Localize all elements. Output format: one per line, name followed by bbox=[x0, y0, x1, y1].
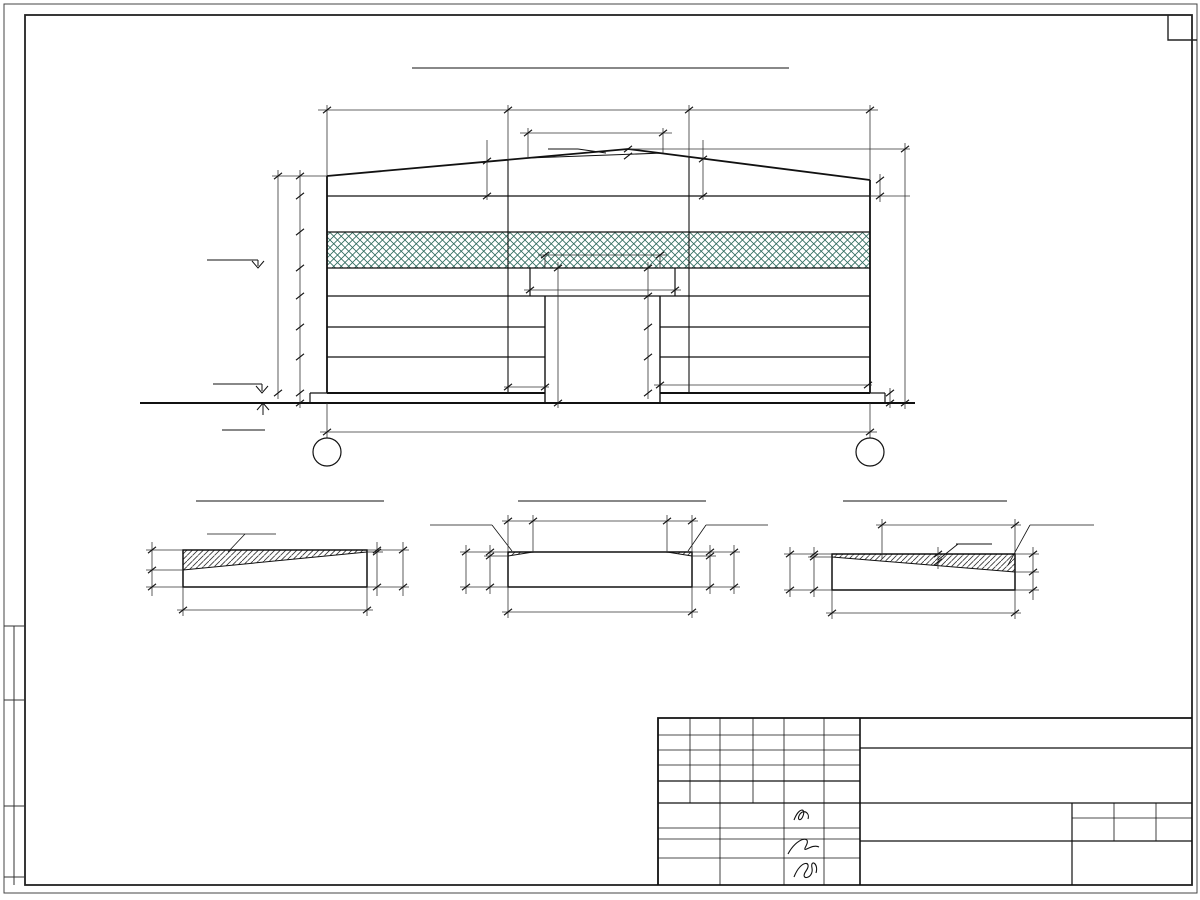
signature-scribble bbox=[788, 839, 819, 854]
signatures bbox=[788, 810, 819, 877]
axis-bubble-b bbox=[856, 438, 884, 466]
elevation-dim-lines bbox=[272, 105, 910, 438]
title-block bbox=[658, 718, 1192, 885]
scheme-ticks bbox=[462, 518, 738, 615]
cut-scheme-2 bbox=[430, 501, 768, 618]
elevation-outline bbox=[140, 149, 915, 403]
signature-scribble bbox=[794, 810, 808, 820]
remnant-leader bbox=[1008, 525, 1094, 565]
axis-bubble-a bbox=[313, 438, 341, 466]
scheme-dim-lines bbox=[460, 515, 740, 618]
remnant-leaders bbox=[430, 525, 768, 551]
sheet-frame bbox=[4, 4, 1197, 893]
title-block-grid bbox=[658, 718, 1192, 885]
elevation-drawing bbox=[140, 105, 915, 466]
left-margin-stamps bbox=[4, 626, 25, 885]
level-marks bbox=[207, 260, 269, 430]
hatched-panel-row bbox=[327, 232, 870, 268]
signature-scribble bbox=[794, 863, 817, 877]
cut-scheme-1 bbox=[146, 501, 409, 616]
scheme-outline bbox=[508, 552, 692, 587]
cut-scheme-3 bbox=[784, 501, 1094, 619]
